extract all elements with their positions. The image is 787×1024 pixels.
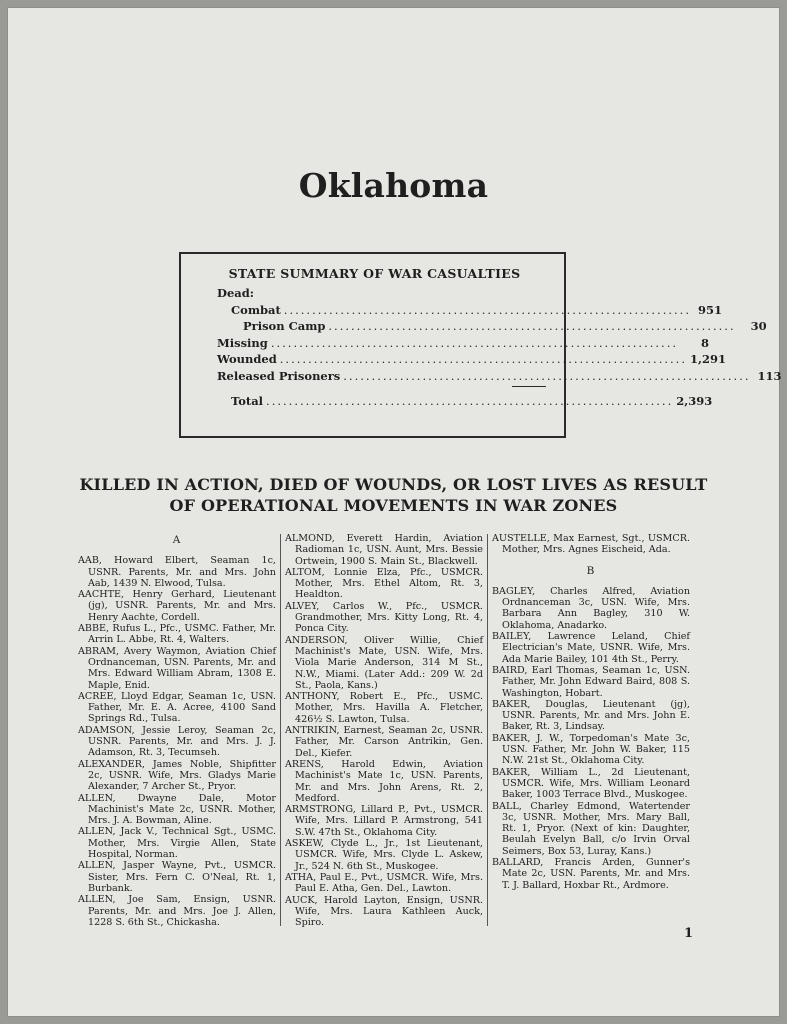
spacer — [492, 556, 690, 564]
entries — [285, 533, 483, 928]
summary-heading: STATE SUMMARY OF WAR CASUALTIES — [228, 266, 521, 281]
list-item: ANDERSON, Oliver Willie, Chief Machinist's Mate, USN. Wife, Mrs. Viola Marie Anderson, 314 M St., N.W., Miami. (Later Add.: 209 W. 2d St., Paola, Kans.) — [285, 634, 483, 691]
page-number: 1 — [683, 926, 693, 941]
list-item: BAIRD, Earl Thomas, Seaman 1c, USN. Father, Mr. John Edward Baird, 808 S. Washington, Hobart. — [492, 664, 690, 699]
leader-dots: ........................................................................ — [343, 368, 751, 383]
entries — [78, 555, 276, 928]
list-item: AUCK, Harold Layton, Ensign, USNR. Wife, Mrs. Laura Kathleen Auck, Spiro. — [285, 894, 483, 929]
leader-dots: ........................................................................ — [270, 335, 679, 350]
dead-label: Dead: — [217, 286, 255, 300]
column-divider — [487, 534, 488, 926]
summary-row-combat — [217, 302, 722, 319]
leader-dots: ........................................................................ — [279, 352, 687, 366]
list-item: ALMOND, Everett Hardin, Aviation Radioman 1c, USN. Aunt, Mrs. Bessie Ortwein, 1900 S. Main St., Blackwell. — [285, 533, 483, 567]
missing-label: Missing — [217, 335, 268, 350]
entries — [492, 533, 690, 556]
prison-camp-value: 30 — [750, 319, 767, 333]
combat-label: Combat — [231, 302, 281, 317]
list-column-1 — [78, 533, 276, 928]
column-divider — [280, 534, 281, 926]
wounded-label: Wounded — [217, 352, 277, 366]
list-item: AAB, Howard Elbert, Seaman 1c, USNR. Parents, Mr. and Mrs. John Aab, 1439 N. Elwood, Tulsa. — [78, 555, 276, 589]
summary-row-wounded — [217, 351, 726, 368]
prison-camp-label: Prison Camp — [243, 319, 326, 333]
summary-row-missing — [217, 335, 710, 352]
total-value: 2,393 — [676, 394, 713, 408]
list-item: BAKER, J. W., Torpedoman's Mate 3c, USN. Father, Mr. John W. Baker, 115 N.W. 21st St., Oklahoma City. — [492, 732, 690, 767]
section-heading-line-1: KILLED IN ACTION, DIED OF WOUNDS, OR LOST LIVES AS RESULT — [79, 475, 708, 494]
wounded-value: 1,291 — [689, 352, 726, 366]
list-item: ANTRIKIN, Earnest, Seaman 2c, USNR. Father, Mr. Carson Antrikin, Gen. Del., Kiefer. — [285, 725, 483, 759]
list-item: BAILEY, Lawrence Leland, Chief Electrician's Mate, USNR. Wife, Mrs. Ada Marie Bailey, 101 4th St., Perry. — [492, 631, 690, 665]
summary-row-dead — [217, 285, 546, 302]
entries — [492, 586, 690, 891]
list-item: ALEXANDER, James Noble, Shipfitter 2c, USNR. Wife, Mrs. Gladys Marie Alexander, 7 Archer St., Pryor. — [78, 758, 276, 793]
list-item: BAKER, Douglas, Lieutenant (jg), USNR. Parents, Mr. and Mrs. John E. Baker, Rt. 3, Lindsay. — [492, 698, 690, 733]
letter-heading-b: B — [586, 564, 596, 577]
list-item: ABRAM, Avery Waymon, Aviation Chief Ordnanceman, USN. Parents, Mr. and Mrs. Edward William Abram, 1308 E. Maple, Enid. — [78, 645, 276, 691]
list-item: ALVEY, Carlos W., Pfc., USMCR. Grandmother, Mrs. Kitty Long, Rt. 4, Ponca City. — [285, 600, 483, 635]
section-heading — [38, 474, 749, 516]
summary-row-released — [217, 368, 782, 385]
casualty-summary-box — [179, 252, 782, 438]
list-item: ADAMSON, Jessie Leroy, Seaman 2c, USNR. Parents, Mr. and Mrs. J. J. Adamson, Rt. 3, Tecumseh. — [78, 724, 276, 759]
missing-value: 8 — [701, 335, 710, 350]
list-item: ATHA, Paul E., Pvt., USMCR. Wife, Mrs. Paul E. Atha, Gen. Del., Lawton. — [285, 871, 483, 895]
list-item: ALLEN, Joe Sam, Ensign, USNR. Parents, Mr. and Mrs. Joe J. Allen, 1228 S. 6th St., Chickasha. — [78, 894, 276, 928]
list-item: ALLEN, Jasper Wayne, Pvt., USMCR. Sister, Mrs. Fern C. O'Neal, Rt. 1, Burbank. — [78, 860, 276, 894]
list-item: ALLEN, Dwayne Dale, Motor Machinist's Mate 2c, USNR. Mother, Mrs. J. A. Bowman, Aline. — [78, 792, 276, 827]
list-item: ACREE, Lloyd Edgar, Seaman 1c, USN. Father, Mr. E. A. Acree, 4100 Sand Springs Rd., Tulsa. — [78, 690, 276, 725]
summary-row-total — [217, 393, 713, 410]
list-item: ARENS, Harold Edwin, Aviation Machinist's Mate 1c, USN. Parents, Mr. and Mrs. John Arens, Rt. 2, Medford. — [285, 758, 483, 804]
leader-dots: ........................................................................ — [283, 302, 691, 317]
released-value: 113 — [757, 368, 782, 383]
list-item: AUSTELLE, Max Earnest, Sgt., USMCR. Mother, Mrs. Agnes Eischeid, Ada. — [492, 533, 690, 556]
summary-row-prison-camp — [217, 318, 767, 335]
list-item: ABBE, Rufus L., Pfc., USMC. Father, Mr. Arrin L. Abbe, Rt. 4, Walters. — [78, 623, 276, 646]
list-item: ALLEN, Jack V., Technical Sgt., USMC. Mother, Mrs. Virgie Allen, State Hospital, Norman. — [78, 826, 276, 861]
list-item: BAKER, William L., 2d Lieutenant, USMCR. Wife, Mrs. William Leonard Baker, 1003 Terrace Blvd., Muskogee. — [492, 766, 690, 801]
list-item: BALLARD, Francis Arden, Gunner's Mate 2c, USN. Parents, Mr. and Mrs. T. J. Ballard, Hoxbar Rt., Ardmore. — [492, 857, 690, 891]
list-item: ALTOM, Lonnie Elza, Pfc., USMCR. Mother, Mrs. Ethel Altom, Rt. 3, Healdton. — [285, 566, 483, 601]
total-rule — [512, 386, 546, 387]
list-item: BALL, Charley Edmond, Watertender 3c, USNR. Mother, Mrs. Mary Ball, Rt. 1, Pryor. (Next of kin: Daughter, Beulah Evelyn Ball, c/o Irvin Orval Seimers, Box 53, Luray, Kans.) — [492, 800, 690, 857]
list-item: AACHTE, Henry Gerhard, Lieutenant (jg), USNR. Parents, Mr. and Mrs. Henry Aachte, Cordell. — [78, 589, 276, 623]
letter-heading-a: A — [172, 534, 182, 546]
document-page — [8, 8, 782, 1016]
released-label: Released Prisoners — [217, 368, 341, 383]
leader-dots: ........................................................................ — [266, 394, 674, 408]
list-column-2 — [285, 533, 483, 928]
list-item: ARMSTRONG, Lillard P., Pvt., USMCR. Wife, Mrs. Lillard P. Armstrong, 541 S.W. 47th St., Oklahoma City. — [285, 804, 483, 838]
combat-value: 951 — [697, 302, 722, 317]
list-item: ASKEW, Clyde L., Jr., 1st Lieutenant, USMCR. Wife, Mrs. Clyde L. Askew, Jr., 524 N. 6th St., Muskogee. — [285, 838, 483, 872]
list-item: ANTHONY, Robert E., Pfc., USMC. Mother, Mrs. Havilla A. Fletcher, 426½ S. Lawton, Tulsa. — [285, 691, 483, 725]
list-column-3 — [492, 533, 690, 891]
total-label: Total — [231, 394, 264, 408]
section-heading-line-2: OF OPERATIONAL MOVEMENTS IN WAR ZONES — [169, 496, 618, 515]
list-item: BAGLEY, Charles Alfred, Aviation Ordnanceman 3c, USN. Wife, Mrs. Barbara Ann Bagley, 310 W. Oklahoma, Anadarko. — [492, 585, 690, 631]
state-title: Oklahoma — [298, 166, 489, 205]
leader-dots: ........................................................................ — [328, 319, 736, 333]
